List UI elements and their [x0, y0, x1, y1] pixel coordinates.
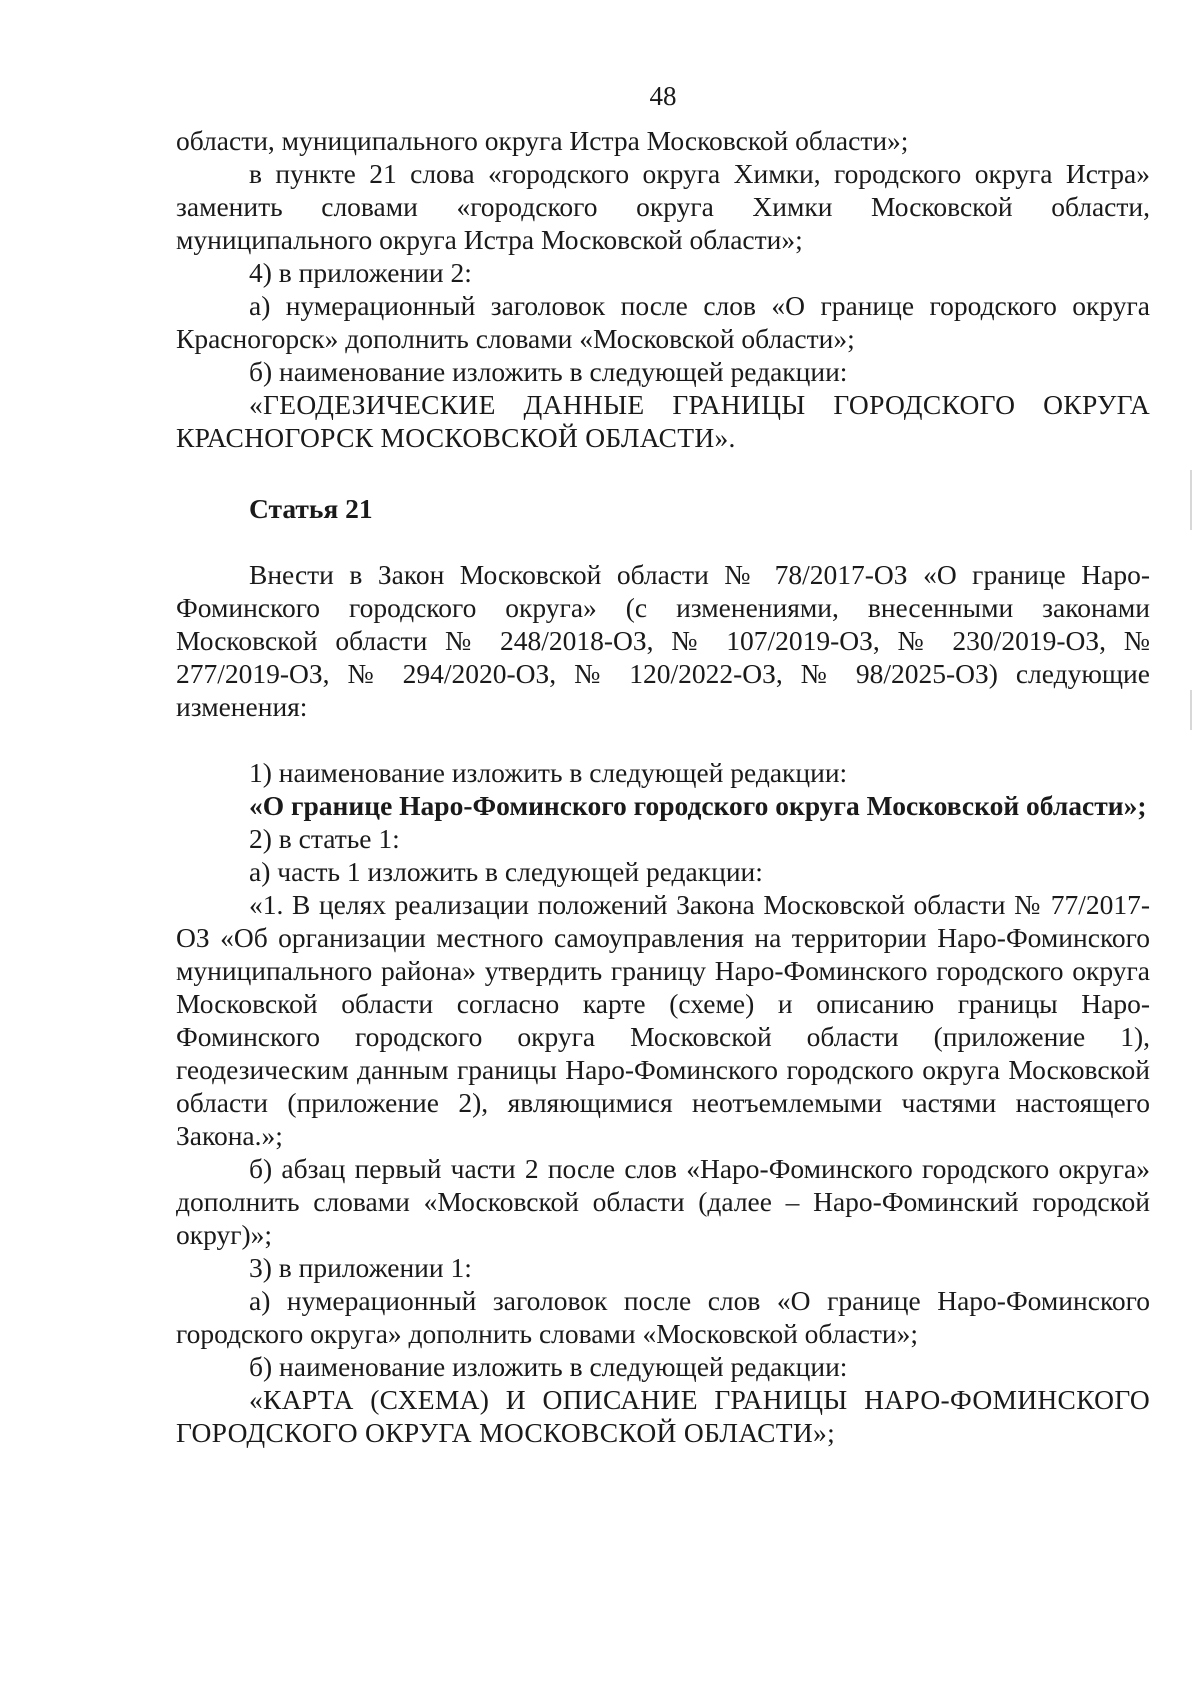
paragraph: б) наименование изложить в следующей редакции:: [249, 1351, 848, 1382]
list-item: 1) наименование изложить в следующей редакции:: [249, 757, 848, 788]
quoted-title: «О границе Наро-Фоминского городского округа Московской области»;: [249, 790, 1147, 821]
spacer: [176, 525, 1150, 558]
article-heading: Статья 21: [249, 493, 373, 524]
list-item: 4) в приложении 2:: [249, 257, 472, 288]
list-item: 3) в приложении 1:: [249, 1252, 472, 1283]
paragraph: области, муниципального округа Истра Московской области»;: [176, 125, 909, 156]
spacer: [176, 454, 1150, 492]
paragraph: а) часть 1 изложить в следующей редакции:: [249, 856, 763, 887]
paragraph: в пункте 21 слова «городского округа Химки, городского округа Истра» заменить словами «городского округа Химки Московской области, муниципального округа Истра Московской области»;: [176, 158, 1150, 255]
quoted-title: «ГЕОДЕЗИЧЕСКИЕ ДАННЫЕ ГРАНИЦЫ ГОРОДСКОГО ОКРУГА КРАСНОГОРСК МОСКОВСКОЙ ОБЛАСТИ».: [176, 389, 1150, 453]
paragraph: «1. В целях реализации положений Закона Московской области № 77/2017-ОЗ «Об организации местного самоуправления на территории Наро-Фоминского муниципального района» утвердить границу Наро-Фоминского городского округа Московской области согласно карте (схеме) и описанию границы Наро-Фоминского городского округа Московской области (приложение 1), геодезическим данным границы Наро-Фоминского городского округа Московской области (приложение 2), являющимися неотъемлемыми частями настоящего Закона.»;: [176, 889, 1150, 1151]
scan-artifact-line: [1190, 470, 1192, 530]
quoted-title: «КАРТА (СХЕМА) И ОПИСАНИЕ ГРАНИЦЫ НАРО-ФОМИНСКОГО ГОРОДСКОГО ОКРУГА МОСКОВСКОЙ ОБЛАСТИ»;: [176, 1384, 1150, 1448]
document-body: [176, 124, 1150, 1449]
paragraph: б) наименование изложить в следующей редакции:: [249, 356, 848, 387]
paragraph: а) нумерационный заголовок после слов «О границе Наро-Фоминского городского округа» дополнить словами «Московской области»;: [176, 1285, 1150, 1349]
spacer: [176, 723, 1150, 756]
paragraph: б) абзац первый части 2 после слов «Наро-Фоминского городского округа» дополнить словами «Московской области (далее – Наро-Фоминский городской округ)»;: [176, 1153, 1150, 1250]
scan-artifact-line: [1190, 690, 1192, 730]
paragraph: а) нумерационный заголовок после слов «О границе городского округа Красногорск» дополнить словами «Московской области»;: [176, 290, 1150, 354]
list-item: 2) в статье 1:: [249, 823, 400, 854]
page-number: 48: [649, 81, 677, 111]
paragraph: Внести в Закон Московской области № 78/2017-ОЗ «О границе Наро-Фоминского городского округа» (с изменениями, внесенными законами Московской области № 248/2018-ОЗ, № 107/2019-ОЗ, № 230/2019-ОЗ, № 277/2019-ОЗ, № 294/2020-ОЗ, № 120/2022-ОЗ, № 98/2025-ОЗ) следующие изменения:: [176, 559, 1150, 722]
